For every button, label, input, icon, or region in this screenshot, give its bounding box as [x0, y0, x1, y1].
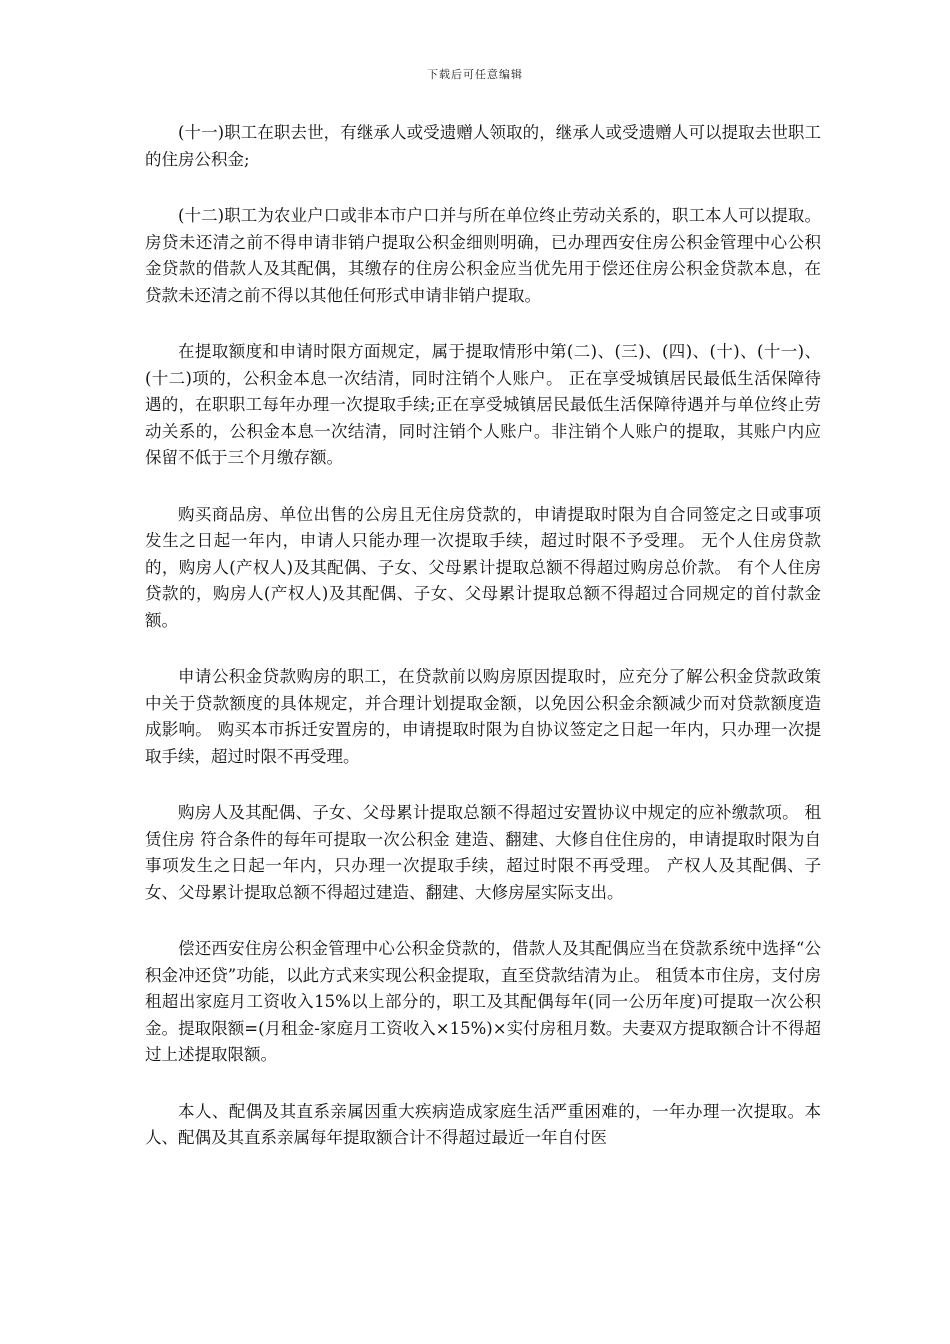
paragraph-6: 购房人及其配偶、子女、父母累计提取总额不得超过安置协议中规定的应补缴款项。 租赁住房 符合条件的每年可提取一次公积金 建造、翻建、大修自住住房的，申请提取时限为自事项发生之日起一年内，只办理一次提取手续，超过时限不再受理。 产权人及其配偶、子女、父母累计提取总额不得超过建造、翻建、大修房屋实际支出。 [145, 803, 821, 902]
paragraph-5: 申请公积金贷款购房的职工，在贷款前以购房原因提取时，应充分了解公积金贷款政策中关于贷款额度的具体规定，并合理计划提取金额，以免因公积金余额减少而对贷款额度造成影响。 购买本市拆迁安置房的，申请提取时限为自协议签定之日起一年内，只办理一次提取手续，超过时限不再受理。 [145, 667, 821, 766]
paragraph-3: 在提取额度和申请时限方面规定，属于提取情形中第(二)、(三)、(四)、(十)、(十一)、(十二)项的，公积金本息一次结清，同时注销个人账户。 正在享受城镇居民最低生活保障待遇的，在职职工每年办理一次提取手续;正在享受城镇居民最低生活保障待遇并与单位终止劳动关系的，公积金本息一次结清，同时注销个人账户。非注销个人账户的提取，其账户内应保留不低于三个月缴存额。 [145, 342, 821, 467]
page-header: 下载后可任意编辑 [427, 68, 523, 81]
paragraph-4: 购买商品房、单位出售的公房且无住房贷款的，申请提取时限为自合同签定之日或事项发生之日起一年内，申请人只能办理一次提取手续，超过时限不予受理。 无个人住房贷款的，购房人(产权人)及其配偶、子女、父母累计提取总额不得超过购房总价款。 有个人住房贷款的，购房人(产权人)及其配偶、子女、父母累计提取总额不得超过合同规定的首付款金额。 [145, 504, 821, 630]
document-body [145, 120, 821, 1182]
paragraph-2: (十二)职工为农业户口或非本市户口并与所在单位终止劳动关系的，职工本人可以提取。 房贷未还清之前不得申请非销户提取公积金细则明确，已办理西安住房公积金管理中心公积金贷款的借款人及其配偶，其缴存的住房公积金应当优先用于偿还住房公积金贷款本息，在贷款未还清之前不得以其他任何形式申请非销户提取。 [145, 206, 821, 305]
paragraph-7: 偿还西安住房公积金管理中心公积金贷款的，借款人及其配偶应当在贷款系统中选择“公积金冲还贷”功能，以此方式来实现公积金提取，直至贷款结清为止。 租赁本市住房，支付房租超出家庭月工资收入15%以上部分的，职工及其配偶每年(同一公历年度)可提取一次公积金。提取限额=(月租金-家庭月工资收入×15%)×实付房租月数。夫妻双方提取额合计不得超过上述提取限额。 [145, 939, 821, 1064]
paragraph-8: 本人、配偶及其直系亲属因重大疾病造成家庭生活严重困难的，一年办理一次提取。本人、配偶及其直系亲属每年提取额合计不得超过最近一年自付医 [145, 1101, 821, 1147]
paragraph-1: (十一)职工在职去世，有继承人或受遗赠人领取的，继承人或受遗赠人可以提取去世职工的住房公积金; [145, 123, 821, 169]
